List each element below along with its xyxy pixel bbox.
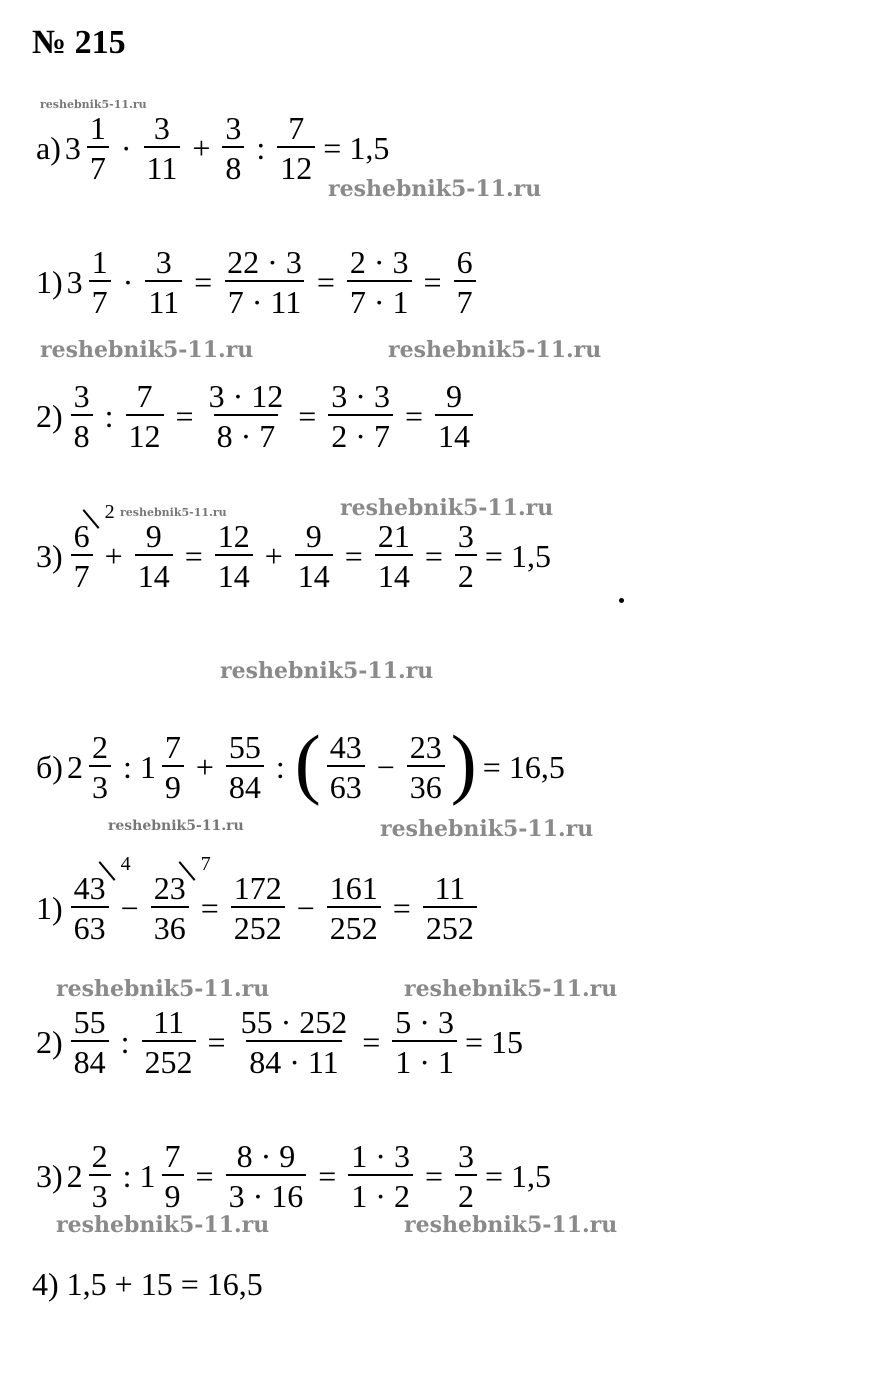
denominator: 7	[454, 280, 476, 318]
fraction	[145, 246, 182, 318]
operator: :	[122, 1157, 132, 1194]
denominator: 14	[295, 554, 333, 592]
denominator: 252	[142, 1040, 196, 1078]
mixed-number	[67, 1140, 115, 1212]
fraction	[455, 520, 477, 592]
numerator: 11	[153, 1004, 184, 1040]
fraction	[392, 1006, 457, 1078]
fraction	[162, 1140, 184, 1212]
fraction	[224, 246, 305, 318]
fraction	[71, 380, 93, 452]
watermark: reshebnik5-11.ru	[120, 506, 227, 519]
denominator: 12	[277, 146, 315, 184]
whole-part: 3	[66, 263, 83, 300]
fraction	[89, 1140, 111, 1212]
fraction	[231, 872, 285, 944]
denominator: 2 · 7	[328, 414, 393, 452]
denominator: 84	[71, 1040, 109, 1078]
fraction	[206, 380, 287, 452]
mixed-number	[140, 731, 188, 803]
denominator: 84	[226, 765, 264, 803]
step-text: 4) 1,5 + 15 = 16,5	[32, 1266, 263, 1302]
step-label: 3)	[36, 1157, 63, 1194]
whole-part: 1	[139, 748, 156, 785]
watermark: reshebnik5-11.ru	[380, 816, 594, 842]
numerator-value: 43	[73, 870, 106, 906]
whole-part: 1	[139, 1157, 156, 1194]
numerator: 3	[225, 110, 242, 146]
equals: =	[362, 1023, 381, 1060]
denominator: 63	[327, 765, 365, 803]
fraction	[215, 520, 253, 592]
mixed-number	[65, 112, 113, 184]
numerator: 55 · 252	[240, 1004, 348, 1040]
numerator: 11	[434, 870, 466, 906]
part-b-step-3	[32, 1140, 555, 1212]
operator: −	[376, 748, 395, 785]
fraction	[222, 112, 244, 184]
numerator: 3 · 12	[208, 378, 284, 414]
denominator: 8 · 7	[214, 414, 279, 452]
numerator: 22 · 3	[227, 244, 302, 280]
part-b-step-4	[32, 1266, 263, 1303]
numerator: 7	[164, 1138, 181, 1174]
equals: =	[318, 1157, 337, 1194]
whole-part: 2	[66, 748, 83, 785]
right-paren: )	[450, 719, 477, 806]
operator: +	[104, 537, 123, 574]
numerator: 21	[377, 518, 410, 554]
equals: =	[423, 263, 442, 300]
step-label: 1)	[36, 889, 63, 926]
denominator: 2	[455, 554, 477, 592]
fraction	[89, 731, 111, 803]
numerator: 9	[305, 518, 322, 554]
numerator: 9	[446, 378, 462, 414]
part-a-expression	[32, 112, 393, 184]
fraction	[454, 246, 476, 318]
numerator	[71, 501, 115, 554]
equals: =	[184, 537, 203, 574]
denominator: 63	[71, 906, 109, 944]
numerator: 2	[91, 729, 108, 765]
numerator: 7	[136, 378, 153, 414]
fraction	[435, 380, 473, 452]
operator: −	[120, 889, 139, 926]
denominator: 252	[231, 906, 285, 944]
denominator: 9	[162, 1174, 184, 1212]
watermark: reshebnik5-11.ru	[328, 176, 542, 202]
fraction	[135, 520, 173, 592]
fraction	[71, 501, 115, 594]
numerator: 12	[217, 518, 250, 554]
fraction	[142, 1006, 196, 1078]
denominator: 2	[455, 1174, 477, 1212]
equals: =	[424, 1157, 443, 1194]
watermark: reshebnik5-11.ru	[404, 1212, 618, 1238]
denominator: 1 · 1	[392, 1040, 457, 1078]
part-b-label: б)	[36, 748, 63, 785]
numerator-value: 6	[73, 518, 90, 554]
operator: :	[256, 129, 266, 166]
denominator: 3 · 16	[226, 1174, 307, 1212]
watermark: reshebnik5-11.ru	[56, 1212, 270, 1238]
result: = 16,5	[482, 748, 565, 785]
denominator: 7	[71, 554, 93, 592]
mixed-number	[67, 731, 115, 803]
fraction	[423, 872, 477, 944]
result: = 1,5	[484, 537, 551, 574]
fraction	[226, 731, 264, 803]
part-a-label: а)	[36, 129, 61, 166]
mixed-number	[67, 246, 115, 318]
denominator: 14	[375, 554, 413, 592]
fraction	[328, 380, 393, 452]
fraction	[295, 520, 333, 592]
fraction	[327, 731, 365, 803]
numerator: 1 · 3	[351, 1138, 410, 1174]
numerator: 2	[91, 1138, 108, 1174]
numerator: 43	[329, 729, 362, 765]
fraction	[87, 112, 109, 184]
operator: +	[195, 748, 214, 785]
operator: −	[296, 889, 315, 926]
fraction	[277, 112, 315, 184]
denominator: 36	[151, 906, 189, 944]
denominator: 14	[135, 554, 173, 592]
step-label: 3)	[36, 537, 63, 574]
numerator: 1	[89, 110, 106, 146]
watermark: reshebnik5-11.ru	[340, 495, 554, 521]
fraction	[126, 380, 164, 452]
numerator: 55	[228, 729, 261, 765]
result: = 15	[464, 1023, 523, 1060]
denominator: 84 · 11	[246, 1040, 341, 1078]
denominator: 3	[89, 1174, 111, 1212]
fraction	[238, 1006, 351, 1078]
equals: =	[175, 397, 194, 434]
mixed-number	[140, 1140, 188, 1212]
numerator: 172	[233, 870, 282, 906]
whole-part: 3	[64, 129, 81, 166]
numerator: 55	[73, 1004, 106, 1040]
watermark: reshebnik5-11.ru	[40, 337, 254, 363]
fraction	[347, 246, 412, 318]
fraction	[327, 872, 381, 944]
step-label: 2)	[36, 397, 63, 434]
part-b-step-1	[32, 853, 481, 946]
watermark: reshebnik5-11.ru	[404, 976, 618, 1002]
part-b-step-2	[32, 1006, 527, 1078]
denominator: 11	[144, 146, 181, 184]
equals: =	[207, 1023, 226, 1060]
numerator: 3	[458, 1138, 474, 1174]
denominator: 8	[222, 146, 244, 184]
operator: :	[120, 1023, 130, 1060]
stray-dot	[619, 598, 624, 603]
problem-title: № 215	[32, 24, 126, 61]
result: = 1,5	[485, 1157, 552, 1194]
result: = 1,5	[323, 129, 390, 166]
denominator: 9	[162, 765, 184, 803]
denominator: 7 · 11	[225, 280, 304, 318]
denominator: 1 · 2	[348, 1174, 413, 1212]
fraction	[89, 246, 111, 318]
watermark: reshebnik5-11.ru	[388, 337, 602, 363]
denominator: 7	[89, 280, 111, 318]
fraction	[226, 1140, 307, 1212]
numerator	[151, 853, 211, 906]
numerator: 23	[409, 729, 442, 765]
equals: =	[392, 889, 411, 926]
equals: =	[200, 889, 219, 926]
watermark: reshebnik5-11.ru	[220, 658, 434, 684]
fraction	[407, 731, 445, 803]
watermark: reshebnik5-11.ru	[108, 818, 244, 834]
operator: +	[264, 537, 283, 574]
numerator: 3	[155, 244, 172, 280]
operator: ·	[122, 263, 134, 300]
fraction	[144, 112, 181, 184]
denominator: 8	[71, 414, 93, 452]
fraction	[375, 520, 413, 592]
multiplier-note: 7	[200, 853, 211, 875]
fraction	[71, 853, 131, 946]
numerator: 7	[288, 110, 305, 146]
denominator: 7	[87, 146, 109, 184]
equals: =	[194, 263, 213, 300]
numerator: 3	[73, 378, 90, 414]
equals: =	[298, 397, 317, 434]
fraction	[162, 731, 184, 803]
denominator: 14	[435, 414, 473, 452]
numerator: 3	[153, 110, 170, 146]
numerator-value: 23	[153, 870, 186, 906]
watermark: reshebnik5-11.ru	[56, 976, 270, 1002]
multiplier-note: 2	[104, 501, 115, 523]
numerator: 8 · 9	[236, 1138, 296, 1174]
fraction	[348, 1140, 413, 1212]
denominator: 7 · 1	[347, 280, 412, 318]
numerator: 3	[457, 518, 474, 554]
numerator: 3 · 3	[331, 378, 390, 414]
left-paren: (	[294, 719, 321, 806]
numerator: 1	[91, 244, 108, 280]
denominator: 252	[327, 906, 381, 944]
equals: =	[344, 537, 363, 574]
operator: ·	[120, 129, 132, 166]
denominator: 14	[215, 554, 253, 592]
watermark: reshebnik5-11.ru	[40, 98, 147, 111]
equals: =	[404, 397, 423, 434]
equals: =	[195, 1157, 214, 1194]
numerator	[71, 853, 131, 906]
operator: +	[192, 129, 211, 166]
step-label: 2)	[36, 1023, 63, 1060]
numerator: 7	[164, 729, 181, 765]
fraction	[455, 1140, 477, 1212]
step-label: 1)	[36, 263, 63, 300]
numerator: 9	[145, 518, 162, 554]
numerator: 161	[329, 870, 378, 906]
numerator: 5 · 3	[395, 1004, 454, 1040]
equals: =	[424, 537, 443, 574]
equals: =	[316, 263, 335, 300]
denominator: 36	[407, 765, 445, 803]
denominator: 12	[126, 414, 164, 452]
whole-part: 2	[66, 1157, 83, 1194]
denominator: 3	[89, 765, 111, 803]
fraction	[71, 1006, 109, 1078]
operator: :	[275, 748, 285, 785]
multiplier-note: 4	[120, 853, 131, 875]
part-a-step-2	[32, 380, 477, 452]
operator: :	[104, 397, 114, 434]
denominator: 11	[145, 280, 182, 318]
numerator: 2 · 3	[349, 244, 409, 280]
denominator: 252	[423, 906, 477, 944]
numerator: 6	[456, 244, 473, 280]
part-a-step-1	[32, 246, 480, 318]
operator: :	[122, 748, 132, 785]
fraction	[151, 853, 211, 946]
part-b-expression	[32, 719, 569, 806]
